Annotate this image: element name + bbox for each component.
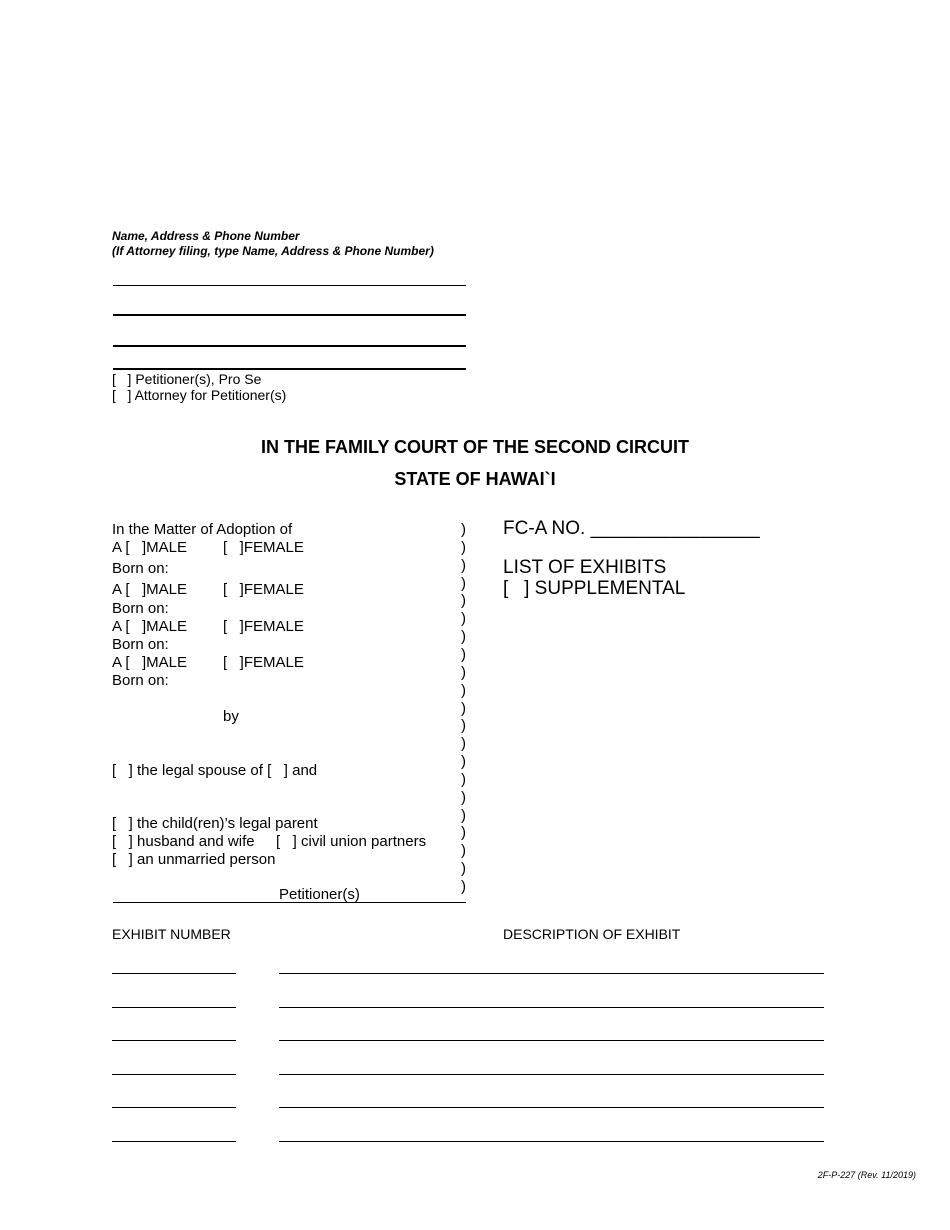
exhibit-description-field[interactable] [279, 1074, 824, 1075]
caption-paren: ) [461, 717, 466, 735]
supplemental-checkbox[interactable]: [ ] SUPPLEMENTAL [503, 578, 686, 599]
caption-paren: ) [461, 806, 466, 824]
caption-paren: ) [461, 788, 466, 806]
legal-parent-checkbox[interactable]: [ ] the child(ren)’s legal parent [112, 815, 318, 832]
matter-title: In the Matter of Adoption of [112, 521, 293, 538]
caption-paren: ) [461, 645, 466, 663]
petitioner-label: Petitioner(s) [279, 886, 360, 903]
child-1-male-checkbox[interactable]: A [ ]MALE [112, 539, 188, 556]
role-pro-se-checkbox[interactable]: [ ] Petitioner(s), Pro Se [112, 371, 262, 387]
child-4-female-checkbox[interactable]: [ ]FEMALE [223, 654, 304, 671]
caption-paren: ) [461, 556, 466, 574]
filer-line-2[interactable] [113, 314, 466, 316]
court-name: IN THE FAMILY COURT OF THE SECOND CIRCUIT [260, 437, 690, 457]
caption-paren: ) [461, 860, 466, 878]
filer-instructions: (If Attorney filing, type Name, Address & Phone Number) [112, 244, 434, 258]
exhibit-number-field[interactable] [112, 1007, 236, 1008]
caption-paren: ) [461, 699, 466, 717]
fc-case-number[interactable]: FC-A NO. ________________ [503, 518, 760, 539]
caption-paren: ) [461, 842, 466, 860]
exhibit-description-header: DESCRIPTION OF EXHIBIT [503, 926, 681, 942]
caption-paren: ) [461, 770, 466, 788]
exhibit-number-field[interactable] [112, 1074, 236, 1075]
exhibit-number-field[interactable] [112, 1107, 236, 1108]
exhibit-description-field[interactable] [279, 1107, 824, 1108]
caption-paren: ) [461, 735, 466, 753]
caption-paren: ) [461, 824, 466, 842]
child-4-male-checkbox[interactable]: A [ ]MALE [112, 654, 188, 671]
exhibit-description-field[interactable] [279, 1040, 824, 1041]
by-label: by [223, 708, 239, 725]
caption-paren: ) [461, 538, 466, 556]
form-number: 2F-P-227 (Rev. 11/2019) [817, 1170, 916, 1180]
child-4-born-label: Born on: [112, 672, 169, 689]
caption-paren: ) [461, 592, 466, 610]
child-3-female-checkbox[interactable]: [ ]FEMALE [223, 618, 304, 635]
court-state: STATE OF HAWAI`I [394, 469, 556, 489]
legal-spouse-checkbox[interactable]: [ ] the legal spouse of [ ] and [112, 762, 318, 779]
caption-paren: ) [461, 663, 466, 681]
filer-line-1[interactable] [113, 285, 466, 286]
exhibit-description-field[interactable] [279, 1141, 824, 1142]
child-1-born-label: Born on: [112, 560, 169, 577]
role-attorney-checkbox[interactable]: [ ] Attorney for Petitioner(s) [112, 387, 287, 403]
exhibit-description-field[interactable] [279, 1007, 824, 1008]
unmarried-person-checkbox[interactable]: [ ] an unmarried person [112, 851, 276, 868]
child-2-born-label: Born on: [112, 600, 169, 617]
caption-paren: ) [461, 753, 466, 771]
filer-label: Name, Address & Phone Number [112, 229, 300, 243]
child-3-male-checkbox[interactable]: A [ ]MALE [112, 618, 188, 635]
exhibit-description-field[interactable] [279, 973, 824, 974]
exhibit-number-field[interactable] [112, 973, 236, 974]
caption-paren: ) [461, 878, 466, 895]
caption-paren: ) [461, 628, 466, 646]
caption-paren: ) [461, 681, 466, 699]
child-2-male-checkbox[interactable]: A [ ]MALE [112, 581, 188, 598]
document-title: LIST OF EXHIBITS [503, 557, 667, 578]
civil-union-checkbox[interactable]: [ ] civil union partners [276, 833, 427, 850]
caption-paren: ) [461, 521, 466, 538]
exhibit-number-field[interactable] [112, 1141, 236, 1142]
exhibit-number-header: EXHIBIT NUMBER [112, 926, 231, 942]
husband-wife-checkbox[interactable]: [ ] husband and wife [112, 833, 255, 850]
filer-line-4[interactable] [113, 368, 466, 370]
filer-line-3[interactable] [113, 345, 466, 347]
child-1-female-checkbox[interactable]: [ ]FEMALE [223, 539, 304, 556]
child-3-born-label: Born on: [112, 636, 169, 653]
child-2-female-checkbox[interactable]: [ ]FEMALE [223, 581, 304, 598]
caption-paren: ) [461, 610, 466, 628]
exhibit-number-field[interactable] [112, 1040, 236, 1041]
caption-paren: ) [461, 574, 466, 592]
